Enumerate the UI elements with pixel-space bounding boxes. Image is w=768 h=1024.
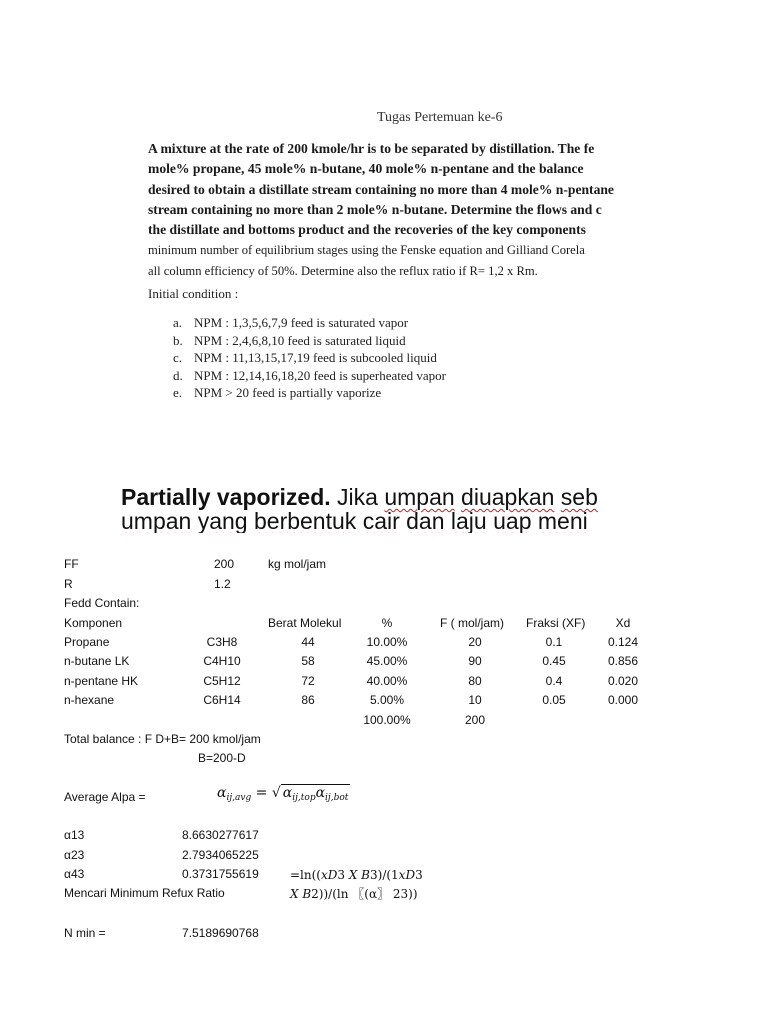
heading-word: cair <box>362 508 400 533</box>
average-alpa-label: Average Alpa = <box>64 790 146 804</box>
row-f: 20 <box>468 635 482 649</box>
condition-text: NPM : 11,13,15,17,19 feed is subcooled liquid <box>194 350 437 366</box>
row-formula: C6H14 <box>203 693 241 707</box>
heading-word: uap <box>493 508 532 533</box>
row-xd: 0.856 <box>607 654 639 668</box>
row-formula: C5H12 <box>203 674 241 688</box>
partially-vaporized-heading <box>121 485 661 533</box>
problem-line: mole% propane, 45 mole% n-butane, 40 mole% n-pentane and the balance <box>148 161 584 177</box>
sqrt-icon: √ <box>271 785 281 801</box>
condition-text: NPM > 20 feed is partially vaporize <box>194 385 382 401</box>
col-header-percent: % <box>381 616 393 630</box>
condition-item <box>173 367 446 385</box>
initial-condition-label: Initial condition : <box>148 286 239 301</box>
alpha-value: 2.7934065225 <box>182 848 259 862</box>
row-xf: 0.05 <box>542 693 566 707</box>
heading-line-2 <box>121 509 661 533</box>
problem-line: A mixture at the rate of 200 kmole/hr is to be separated by distillation. The fe <box>148 141 595 156</box>
alpha-value: 0.3731755619 <box>182 867 259 881</box>
row-xf: 0.1 <box>545 635 563 649</box>
nmin-value: 7.5189690768 <box>182 926 259 940</box>
heading-word: seb <box>560 485 598 510</box>
condition-letter: c. <box>173 350 183 366</box>
row-f: 10 <box>468 693 482 707</box>
heading-bold: Partially vaporized <box>121 485 325 510</box>
row-xd: 0.124 <box>607 635 639 649</box>
ln-formula-line: 𝑋 𝐵2))/(ln 〖(α〗 23)) <box>290 887 418 901</box>
row-percent: 40.00% <box>366 674 408 688</box>
row-xd: 0.000 <box>607 693 639 707</box>
row-formula: C4H10 <box>203 654 241 668</box>
row-component: n-hexane <box>64 693 115 707</box>
condition-text: NPM : 2,4,6,8,10 feed is saturated liquid <box>194 332 406 348</box>
problem-line: stream containing no more than 2 mole% n-butane. Determine the flows and c <box>148 201 602 217</box>
row-percent: 10.00% <box>366 635 408 649</box>
condition-letter: d. <box>173 367 183 383</box>
row-xd: 0.020 <box>607 674 639 688</box>
equals-sign: = <box>255 785 268 801</box>
alpha-value: 8.6630277617 <box>182 828 259 842</box>
alpha-label: α23 <box>64 848 85 862</box>
row-f: 90 <box>468 654 482 668</box>
condition-letter: e. <box>173 385 183 401</box>
row-percent: 5.00% <box>369 693 405 707</box>
ff-unit: kg mol/jam <box>268 557 327 571</box>
heading-line-1 <box>121 485 661 509</box>
row-component: Propane <box>64 635 110 649</box>
row-f: 80 <box>468 674 482 688</box>
row-percent: 45.00% <box>366 654 408 668</box>
row-bm: 58 <box>301 654 315 668</box>
condition-item <box>173 314 446 332</box>
col-header-komponen: Komponen <box>64 616 123 630</box>
b-expression: B=200-D <box>198 751 246 765</box>
problem-line: minimum number of equilibrium stages using the Fenske equation and Gilliand Corela <box>148 243 585 258</box>
col-header-xd: Xd <box>615 616 631 630</box>
col-header-xf: Fraksi (XF) <box>526 616 586 630</box>
problem-line: all column efficiency of 50%. Determine also the reflux ratio if R= 1,2 x Rm. <box>148 263 538 278</box>
row-component: n-pentane HK <box>64 674 139 688</box>
alpha-symbol: α <box>282 785 293 801</box>
row-bm: 72 <box>301 674 315 688</box>
sqrt-radicand <box>281 784 351 803</box>
row-bm: 44 <box>301 635 315 649</box>
total-f: 200 <box>464 713 486 727</box>
alpha-symbol: α <box>315 785 326 801</box>
condition-item <box>173 349 446 367</box>
heading-word: dan <box>406 508 445 533</box>
problem-line: desired to obtain a distillate stream containing no more than 4 mole% n-pentane <box>148 181 614 197</box>
condition-list <box>173 314 446 402</box>
ff-label: FF <box>64 557 79 571</box>
heading-word: umpan <box>384 485 455 510</box>
alpha-subscript: ij,top <box>292 793 316 803</box>
alpha-label: α43 <box>64 867 85 881</box>
condition-item <box>173 384 446 402</box>
assignment-title: Tugas Pertemuan ke-6 <box>377 110 503 125</box>
average-alpha-equation <box>217 784 350 803</box>
col-header-f: F ( mol/jam) <box>440 616 504 630</box>
r-value: 1.2 <box>214 577 231 591</box>
nmin-label: N min = <box>64 926 106 940</box>
feed-contain-label: Fedd Contain: <box>64 596 140 610</box>
alpha-symbol: α <box>217 785 227 801</box>
total-percent: 100.00% <box>363 713 411 727</box>
ff-value: 200 <box>214 557 235 571</box>
total-balance-label: Total balance : F D+B= 200 kmol/jam <box>64 732 261 746</box>
condition-letter: b. <box>173 332 183 348</box>
heading-word: meni <box>537 508 588 533</box>
condition-text: NPM : 12,14,16,18,20 feed is superheated vapor <box>194 367 447 383</box>
row-formula: C3H8 <box>206 635 238 649</box>
problem-line: the distillate and bottoms product and the recoveries of the key components <box>148 222 586 238</box>
condition-text: NPM : 1,3,5,6,7,9 feed is saturated vapor <box>194 315 409 330</box>
heading-word: umpan <box>121 508 192 533</box>
col-header-berat-molekul: Berat Molekul <box>268 616 342 630</box>
condition-letter: a. <box>173 315 183 330</box>
condition-item <box>173 332 446 350</box>
row-component: n-butane LK <box>64 654 130 668</box>
heading-word: berbentuk <box>253 508 357 533</box>
alpha-subscript: ij,avg <box>226 793 252 803</box>
row-bm: 86 <box>301 693 315 707</box>
heading-word: Jika <box>337 485 378 510</box>
problem-statement <box>148 139 664 281</box>
ln-formula-line: =ln((𝑥𝐷3 𝑋 𝐵3)/(1𝑥𝐷3 <box>290 868 423 882</box>
heading-word: diuapkan <box>461 485 555 510</box>
r-label: R <box>64 577 73 591</box>
alpha-subscript: ij,bot <box>325 793 349 803</box>
row-xf: 0.4 <box>545 674 563 688</box>
min-reflux-label: Mencari Minimum Refux Ratio <box>64 886 225 900</box>
ln-formula <box>290 866 423 904</box>
row-xf: 0.45 <box>542 654 566 668</box>
alpha-label: α13 <box>64 828 85 842</box>
heading-dot: . <box>324 485 331 510</box>
heading-word: yang <box>197 508 248 533</box>
heading-word: laju <box>450 508 487 533</box>
